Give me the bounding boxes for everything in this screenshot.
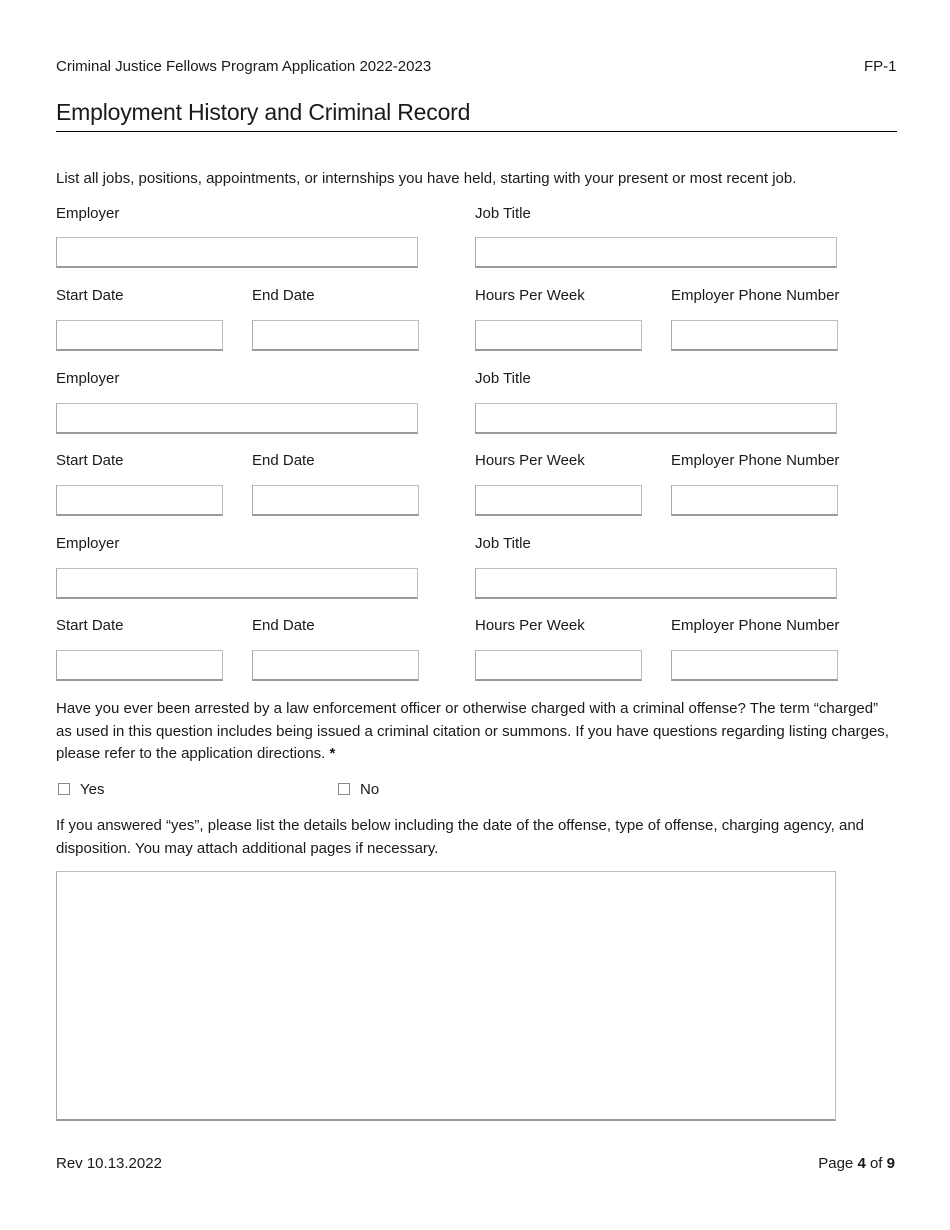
yes-label: Yes [80,781,105,798]
start-date-input[interactable] [56,320,223,351]
employer-input[interactable] [56,403,418,434]
end-date-input[interactable] [252,320,419,351]
section-title: Employment History and Criminal Record [56,99,471,125]
revision-date: Rev 10.13.2022 [56,1155,162,1172]
hours-per-week-input[interactable] [475,650,642,681]
employer-label: Employer [56,535,120,552]
start-date-label: Start Date [56,452,124,469]
employer-phone-input[interactable] [671,485,838,516]
end-date-label: End Date [252,617,315,634]
end-date-label: End Date [252,287,315,304]
employer-phone-label: Employer Phone Number [671,452,840,469]
hours-per-week-label: Hours Per Week [475,452,585,469]
job-title-input[interactable] [475,237,837,268]
employer-label: Employer [56,205,120,222]
page-current: 4 [857,1155,866,1172]
job-title-label: Job Title [475,370,531,387]
page-of: of [869,1155,883,1172]
page-number [818,1155,895,1172]
end-date-input[interactable] [252,485,419,516]
job-title-input[interactable] [475,403,837,434]
end-date-label: End Date [252,452,315,469]
start-date-label: Start Date [56,287,124,304]
end-date-input[interactable] [252,650,419,681]
hours-per-week-label: Hours Per Week [475,617,585,634]
employer-input[interactable] [56,237,418,268]
employer-label: Employer [56,370,120,387]
start-date-input[interactable] [56,650,223,681]
employer-phone-input[interactable] [671,320,838,351]
hours-per-week-input[interactable] [475,320,642,351]
employer-phone-label: Employer Phone Number [671,617,840,634]
employer-input[interactable] [56,568,418,599]
start-date-input[interactable] [56,485,223,516]
page-prefix: Page [818,1155,854,1172]
title-divider [56,131,897,132]
details-prompt: If you answered “yes”, please list the details below including the date of the offense, type of offense, charging agency, and disposition. You may attach additional pages if necessary. [56,817,865,857]
employer-phone-label: Employer Phone Number [671,287,840,304]
no-checkbox[interactable] [338,783,350,795]
required-marker: * [329,745,336,762]
hours-per-week-label: Hours Per Week [475,287,585,304]
start-date-label: Start Date [56,617,124,634]
job-title-input[interactable] [475,568,837,599]
criminal-record-question [56,698,896,766]
form-code: FP-1 [864,58,897,75]
document-header-title: Criminal Justice Fellows Program Application 2022-2023 [56,58,432,75]
employment-instructions: List all jobs, positions, appointments, or internships you have held, starting with your present or most recent job. [56,170,797,187]
employer-phone-input[interactable] [671,650,838,681]
criminal-record-question-text: Have you ever been arrested by a law enforcement officer or otherwise charged with a criminal offense? The term “charged” as used in this question includes being issued a criminal citation or summons. If you have questions regarding listing charges, please refer to the application directions. [56,700,889,762]
criminal-details-textarea[interactable] [56,871,836,1121]
page-total: 9 [886,1155,895,1172]
no-label: No [360,781,380,798]
yes-checkbox[interactable] [58,783,70,795]
hours-per-week-input[interactable] [475,485,642,516]
job-title-label: Job Title [475,535,531,552]
job-title-label: Job Title [475,205,531,222]
